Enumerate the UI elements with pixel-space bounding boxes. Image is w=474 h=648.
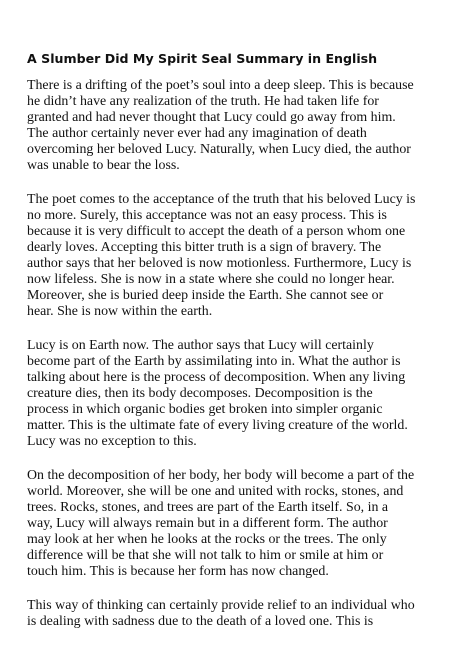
text-line: touch him. This is because her form has now changed. [27, 564, 329, 579]
document-title: A Slumber Did My Spirit Seal Summary in English [27, 51, 378, 66]
text-line: creature dies, then its body decomposes. Decomposition is the [27, 386, 373, 401]
text-line: Moreover, she is buried deep inside the Earth. She cannot see or [27, 288, 384, 303]
text-line: granted and had never thought that Lucy could go away from him. [27, 110, 396, 125]
text-line: may look at her when he looks at the rocks or the trees. The only [27, 532, 387, 547]
text-line: was unable to bear the loss. [27, 158, 180, 173]
text-line: On the decomposition of her body, her body will become a part of the [27, 468, 415, 483]
text-line: process in which organic bodies get broken into simpler organic [27, 402, 383, 417]
text-line: he didn’t have any realization of the truth. He had taken life for [27, 94, 379, 109]
text-line: trees. Rocks, stones, and trees are part of the Earth itself. So, in a [27, 500, 389, 515]
text-line: author says that her beloved is now motionless. Furthermore, Lucy is [27, 256, 412, 271]
text-line: The poet comes to the acceptance of the truth that his beloved Lucy is [27, 192, 416, 207]
paragraph [27, 78, 467, 174]
text-line: Lucy is on Earth now. The author says that Lucy will certainly [27, 338, 374, 353]
text-line: talking about here is the process of decomposition. When any living [27, 370, 406, 385]
text-line: This way of thinking can certainly provide relief to an individual who [27, 598, 415, 613]
text-line: now lifeless. She is now in a state where she could no longer hear. [27, 272, 395, 287]
text-line: because it is very difficult to accept the death of a person whom one [27, 224, 406, 239]
text-line: dearly loves. Accepting this bitter truth is a sign of bravery. The [27, 240, 382, 255]
paragraph [27, 468, 467, 580]
paragraph [27, 338, 467, 450]
text-line: Lucy was no exception to this. [27, 434, 197, 449]
text-line: overcoming her beloved Lucy. Naturally, when Lucy died, the author [27, 142, 411, 157]
text-line: world. Moreover, she will be one and united with rocks, stones, and [27, 484, 404, 499]
paragraph [27, 192, 467, 320]
text-line: The author certainly never ever had any imagination of death [27, 126, 367, 141]
text-line: There is a drifting of the poet’s soul into a deep sleep. This is because [27, 78, 414, 93]
text-line: difference will be that she will not talk to him or smile at him or [27, 548, 384, 563]
text-line: is dealing with sadness due to the death of a loved one. This is [27, 614, 374, 629]
text-line: no more. Surely, this acceptance was not an easy process. This is [27, 208, 387, 223]
paragraph [27, 598, 467, 630]
document-body [27, 78, 467, 648]
text-line: matter. This is the ultimate fate of every living creature of the world. [27, 418, 408, 433]
text-line: become part of the Earth by assimilating into in. What the author is [27, 354, 401, 369]
text-line: way, Lucy will always remain but in a different form. The author [27, 516, 388, 531]
text-line: hear. She is now within the earth. [27, 304, 213, 319]
